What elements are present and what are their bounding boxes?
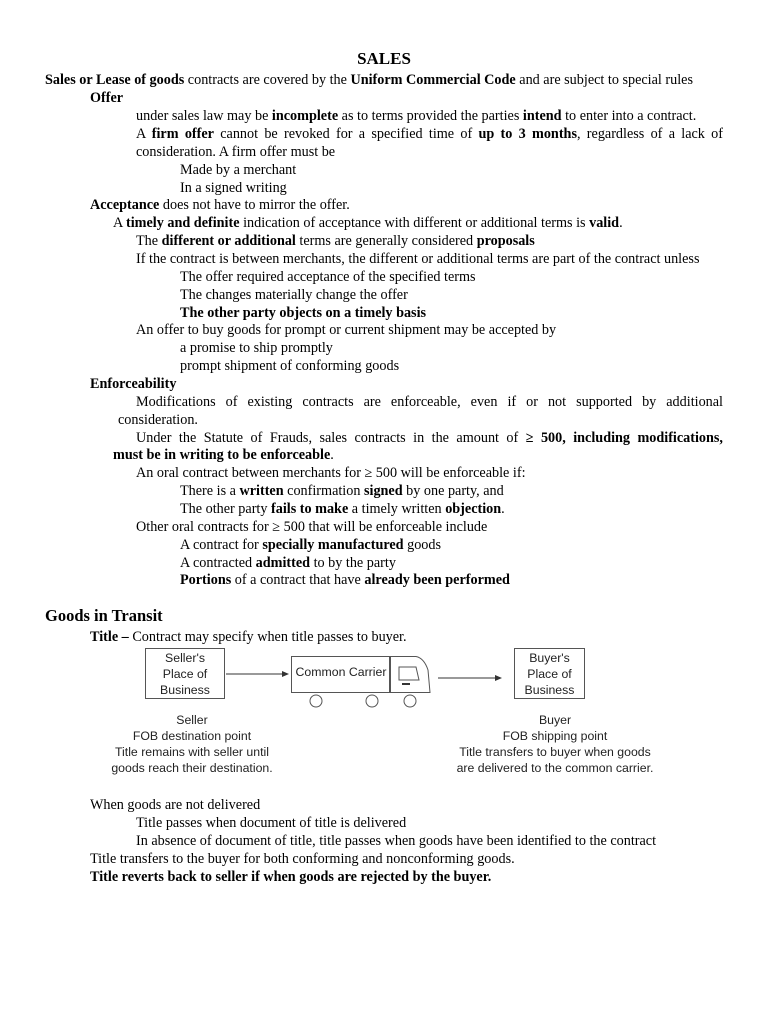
text-run: under sales law may be (136, 108, 272, 124)
closing-line-4: Title transfers to the buyer for both conforming and nonconforming goods. (90, 851, 515, 867)
offer-line-2 (136, 125, 723, 143)
bold-text: different or additional (161, 233, 296, 249)
enforce-line-9 (180, 536, 441, 554)
buyer-box-line: Business (524, 683, 575, 697)
buyer-box-line: Buyer's (529, 651, 570, 665)
closing-line-1: When goods are not delivered (90, 797, 261, 813)
buyer-caption-line: are delivered to the common carrier. (456, 761, 654, 775)
bold-text: must be in writing to be enforceable (113, 447, 331, 463)
arrow-head (282, 671, 289, 677)
bold-text: written (239, 483, 284, 499)
buyer-box-line: Place of (527, 667, 572, 681)
text-run: and are subject to special rules (515, 72, 693, 88)
bold-text: objection (445, 501, 502, 517)
seller-caption-line: FOB destination point (132, 729, 252, 743)
text-run: by one party, and (402, 483, 504, 499)
seller-box-line: Business (160, 683, 210, 697)
bold-text: already been performed (364, 572, 510, 588)
wheel (310, 695, 322, 707)
text-run: There is a (180, 483, 240, 499)
text-run: to enter into a contract. (561, 108, 697, 124)
text-run: . (330, 447, 334, 463)
text-run: contracts are covered by the (184, 72, 351, 88)
enforce-line-4 (113, 446, 334, 464)
enforce-line-8: Other oral contracts for ≥ 500 that will be enforceable include (136, 519, 488, 535)
acceptance-line-4: If the contract is between merchants, the different or additional terms are part of the contract unless (136, 251, 700, 267)
bold-text: Acceptance (90, 197, 160, 213)
bold-text: specially manufactured (262, 537, 404, 553)
bold-text: intend (522, 108, 562, 124)
acceptance-line-5: The offer required acceptance of the specified terms (180, 269, 476, 285)
seller-box-line: Seller's (165, 651, 205, 665)
wheel (404, 695, 416, 707)
bold-text: Uniform Commercial Code (350, 72, 516, 88)
bold-text: up to 3 months (478, 126, 577, 142)
bold-text: Title – (90, 629, 129, 645)
text-run: cannot be revoked for a specified time of (213, 126, 479, 142)
arrow-head (495, 675, 502, 681)
bold-text: ≥ 500, including modifications, (525, 430, 723, 446)
text-run: does not have to mirror the offer. (159, 197, 350, 213)
text-run: A contract for (180, 537, 263, 553)
bold-text: incomplete (271, 108, 339, 124)
bold-text: Portions (180, 572, 232, 588)
offer-line-5: In a signed writing (180, 180, 287, 196)
text-run: terms are generally considered (295, 233, 477, 249)
seller-caption-line: Seller (176, 713, 208, 727)
text-run: as to terms provided the parties (338, 108, 523, 124)
truck-cab (391, 657, 431, 693)
bold-text: fails to make (271, 501, 349, 517)
text-run: . (501, 501, 505, 517)
bold-text: valid (589, 215, 620, 231)
buyer-caption-line: Buyer (538, 713, 572, 727)
enforce-line-10 (180, 554, 396, 572)
text-run: goods (403, 537, 442, 553)
text-run: A (113, 215, 127, 231)
text-run: a timely written (348, 501, 446, 517)
buyer-caption-line: FOB shipping point (502, 729, 608, 743)
bold-text: admitted (255, 555, 311, 571)
acceptance-line-3 (136, 232, 535, 250)
bold-text: proposals (476, 233, 535, 249)
seller-caption-line: goods reach their destination. (111, 761, 273, 775)
acceptance-line-2 (113, 214, 623, 232)
bold-text: timely and definite (126, 215, 240, 231)
seller-caption (92, 712, 292, 776)
offer-heading: Offer (90, 90, 124, 106)
text-run: , regardless of a lack of (576, 126, 724, 142)
enforce-line-7 (180, 500, 505, 518)
text-run: to by the party (310, 555, 396, 571)
bold-text: Sales or Lease of goods (45, 72, 185, 88)
enforce-line-6 (180, 482, 504, 500)
text-run: Contract may specify when title passes to buyer. (128, 629, 407, 645)
closing-line-2: Title passes when document of title is delivered (136, 815, 407, 831)
buyer-place-box (514, 648, 585, 699)
text-run: of a contract that have (231, 572, 365, 588)
text-run: Under the Statute of Frauds, sales contracts in the amount of (136, 430, 526, 446)
offer-line-1 (136, 107, 696, 125)
bold-text: firm offer (151, 126, 214, 142)
text-run: The other party (180, 501, 271, 517)
acceptance-line-7: The other party objects on a timely basis (180, 305, 427, 321)
text-run: indication of acceptance with different or additional terms is (239, 215, 590, 231)
text-run: . (619, 215, 623, 231)
acceptance-line-1 (90, 196, 350, 214)
buyer-caption-line: Title transfers to buyer when goods (459, 745, 651, 759)
acceptance-line-10: prompt shipment of conforming goods (180, 358, 400, 374)
acceptance-line-9: a promise to ship promptly (180, 340, 333, 356)
offer-line-4: Made by a merchant (180, 162, 297, 178)
bold-text: signed (363, 483, 403, 499)
intro-line (45, 71, 693, 89)
acceptance-line-8: An offer to buy goods for prompt or current shipment may be accepted by (136, 322, 557, 338)
enforce-line-1: Modifications of existing contracts are enforceable, even if or not supported by additional (136, 394, 723, 410)
closing-line-5: Title reverts back to seller if when goods are rejected by the buyer. (90, 869, 492, 885)
enforce-line-3 (136, 429, 723, 447)
text-run: A contracted (180, 555, 256, 571)
text-run: A (136, 126, 152, 142)
seller-caption-line: Title remains with seller until (115, 745, 269, 759)
enforce-line-2: consideration. (118, 412, 198, 428)
enforce-line-5: An oral contract between merchants for ≥ 500 will be enforceable if: (136, 465, 526, 481)
enforce-heading: Enforceability (90, 376, 177, 392)
wheel (366, 695, 378, 707)
closing-line-3: In absence of document of title, title passes when goods have been identified to the contract (136, 833, 657, 849)
text-run: confirmation (283, 483, 364, 499)
page-title: SALES (357, 49, 411, 68)
acceptance-line-6: The changes materially change the offer (180, 287, 408, 303)
transit-heading: Goods in Transit (45, 606, 163, 625)
common-carrier-label: Common Carrier (295, 665, 387, 679)
text-run: The (136, 233, 162, 249)
offer-line-3: consideration. A firm offer must be (136, 144, 336, 160)
buyer-caption (435, 712, 675, 776)
enforce-line-11 (180, 571, 510, 589)
seller-box-line: Place of (162, 667, 208, 681)
